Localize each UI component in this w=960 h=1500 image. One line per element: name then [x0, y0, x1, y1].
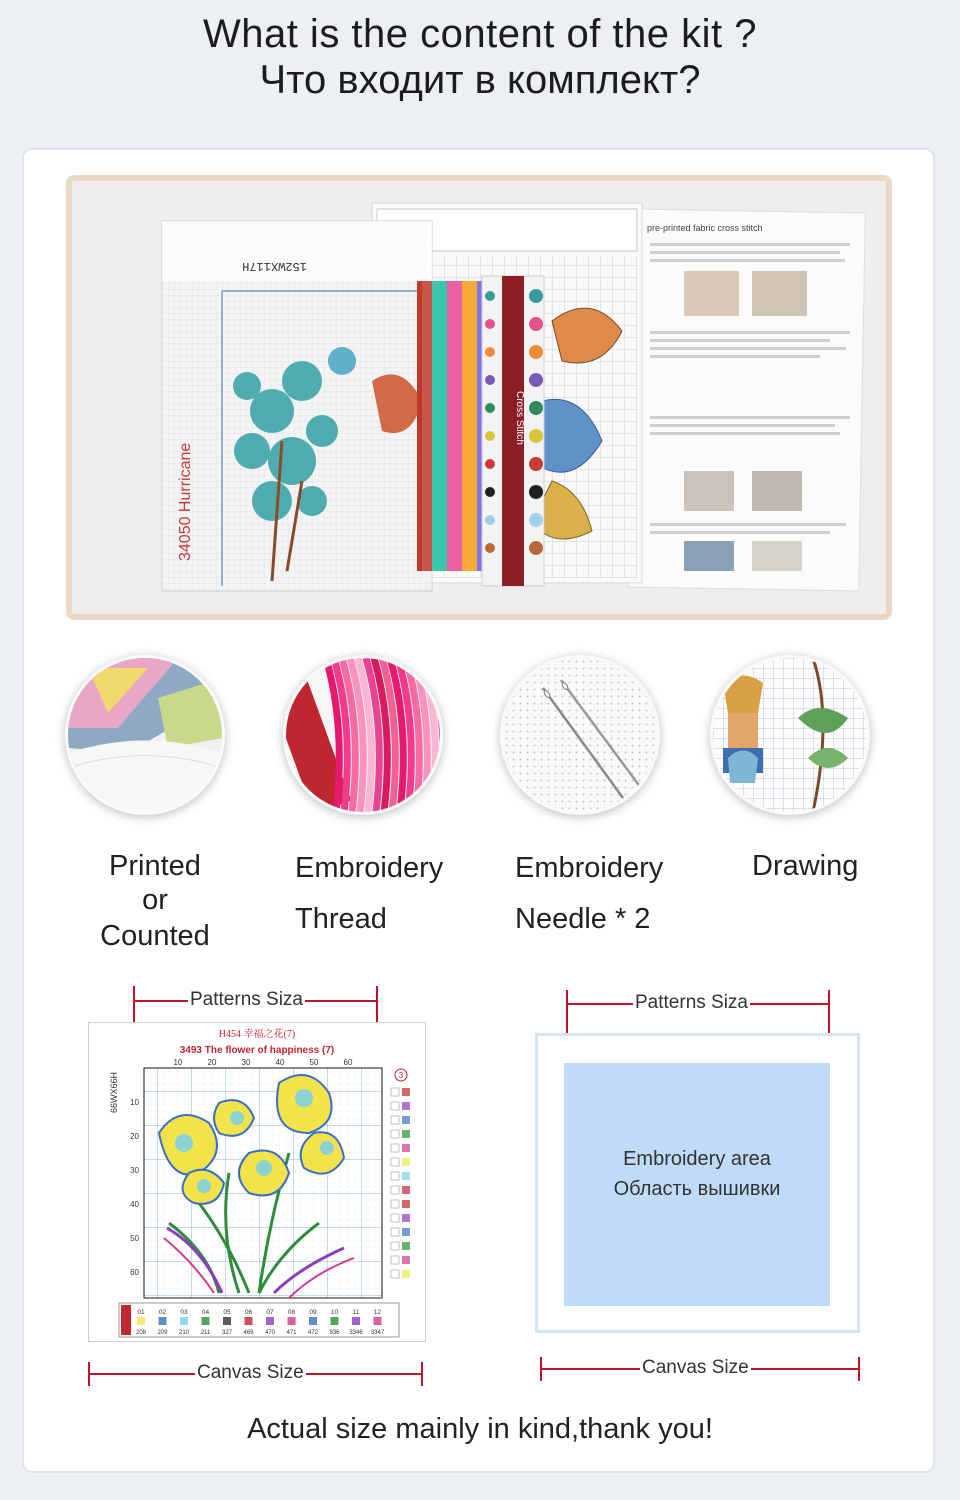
label-drawing: Drawing	[752, 850, 859, 882]
label-printed: Printed	[109, 850, 201, 882]
title-russian: Что входит в комплект?	[259, 58, 701, 102]
chart-code: H454 幸福之花(7)	[218, 1029, 296, 1040]
legend-code: 471	[286, 1330, 297, 1336]
embroidery-area	[564, 1063, 830, 1306]
legend-code: 936	[329, 1330, 340, 1336]
legend-code: 327	[221, 1330, 233, 1336]
legend-number: 05	[223, 1309, 231, 1316]
pattern-chart	[88, 1022, 426, 1342]
legend-code: 208	[135, 1330, 147, 1336]
legend-number: 11	[352, 1309, 360, 1316]
right-canvas-size-label: Canvas Size	[642, 1357, 749, 1378]
header	[0, 0, 960, 122]
legend-number: 03	[180, 1309, 188, 1316]
kit-photo-illustration	[72, 181, 886, 614]
legend-code: 469	[243, 1330, 254, 1336]
legend-number: 04	[201, 1309, 210, 1316]
legend-code: 210	[178, 1330, 190, 1336]
y-tick-label: 50	[130, 1234, 139, 1243]
x-tick-label: 30	[241, 1058, 251, 1067]
x-ticks	[174, 1058, 353, 1067]
y-tick-label: 60	[130, 1268, 139, 1277]
legend-number: 06	[244, 1309, 253, 1316]
chart-title: 3493 The flower of happiness (7)	[179, 1045, 335, 1056]
embroidery-area-en: Embroidery area	[623, 1148, 771, 1170]
legend-number: 08	[287, 1309, 296, 1316]
legend-code: 3347	[370, 1330, 385, 1336]
x-tick-label: 40	[275, 1058, 285, 1067]
x-tick-label: 60	[343, 1058, 353, 1067]
canvas-size-label: 152WX117H	[242, 259, 307, 273]
y-tick-label: 10	[130, 1098, 139, 1107]
left-patterns-size-label: Patterns Siza	[190, 989, 303, 1010]
footer-note: Actual size mainly in kind,thank you!	[247, 1413, 713, 1445]
label-embroidery-thread-2: Thread	[295, 903, 387, 935]
legend-number: 02	[158, 1309, 167, 1316]
chart-size-label: 66WX66H	[109, 1071, 119, 1113]
legend-code: 470	[264, 1330, 276, 1336]
legend-number: 09	[309, 1309, 317, 1316]
legend-number: 01	[137, 1309, 145, 1316]
legend-code: 211	[200, 1330, 211, 1336]
instructions-heading: pre-printed fabric cross stitch	[647, 223, 763, 233]
label-or: or	[142, 884, 168, 916]
legend-number: 10	[330, 1309, 339, 1316]
fabric-canvas-icon	[65, 655, 225, 815]
right-canvas-right-tick	[858, 1357, 860, 1381]
canvas-title: 34050 Hurricane	[177, 442, 194, 561]
y-tick-label: 30	[130, 1166, 139, 1175]
chart-badge: 3	[398, 1071, 404, 1080]
x-tick-label: 20	[207, 1058, 217, 1067]
legend-code: 3346	[349, 1330, 363, 1336]
legend-code: 472	[307, 1330, 319, 1336]
label-counted: Counted	[100, 920, 210, 952]
canvas-right-tick	[421, 1362, 423, 1386]
x-tick-label: 10	[173, 1058, 183, 1067]
x-tick-label: 50	[309, 1058, 319, 1067]
y-tick-label: 40	[130, 1200, 139, 1209]
label-embroidery-needle-2: Needle * 2	[515, 903, 651, 935]
legend-number: 07	[266, 1309, 274, 1316]
thread-skeins-icon	[283, 655, 443, 815]
ribbon-label: Cross Stitch	[514, 391, 525, 445]
needles-icon	[500, 655, 660, 815]
left-canvas-size-label: Canvas Size	[197, 1362, 304, 1383]
legend-code: 209	[157, 1330, 168, 1336]
label-embroidery-needle-1: Embroidery	[515, 852, 664, 884]
y-tick-label: 20	[130, 1132, 139, 1141]
legend-number: 12	[373, 1309, 382, 1316]
label-embroidery-thread-1: Embroidery	[295, 852, 444, 884]
title-english: What is the content of the kit ?	[202, 12, 758, 56]
right-patterns-size-label: Patterns Siza	[635, 992, 748, 1013]
pattern-drawing-icon	[710, 655, 870, 815]
kit-photo	[66, 175, 892, 620]
y-ticks	[130, 1098, 139, 1277]
embroidery-area-ru: Область вышивки	[613, 1178, 781, 1200]
